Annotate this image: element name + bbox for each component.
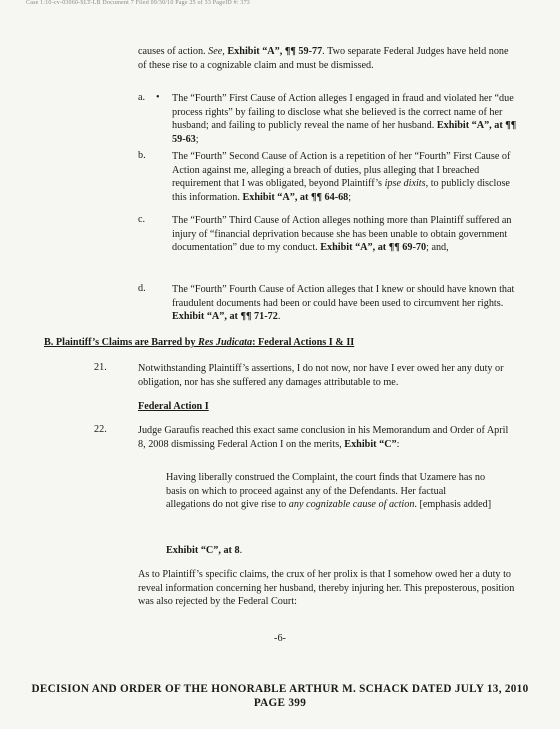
paragraph-22-number: 22. xyxy=(94,424,107,435)
item-b-text: The “Fourth” Second Cause of Action is a repetition of her “Fourth” First Cause of Action against me, alleging a breach of duties, plus alleging that I breached requirement that I was obligated, beyond Plaintiff’s ipse dixits, to publicly disclose this information. Exhibit “A”, at ¶¶ 64-68; xyxy=(172,151,511,203)
paragraph-22-text: Judge Garaufis reached this exact same conclusion in his Memorandum and Order of April 8, 2008 dismissing Federal Action I on the merits, Exhibit “C”: xyxy=(138,425,509,450)
bullet-icon: • xyxy=(156,92,160,103)
quote-citation: Exhibit “C”, at 8. xyxy=(166,545,243,556)
subheading-federal-action-i: Federal Action I xyxy=(138,401,209,412)
section-heading: B. Plaintiff’s Claims are Barred by Res Judicata: Federal Actions I & II xyxy=(44,337,355,348)
intro-paragraph: causes of action. See, Exhibit “A”, ¶¶ 59-77. Two separate Federal Judges have held none of these rise to a cognizable claim and must be dismissed. xyxy=(138,46,509,71)
item-a-text: The “Fourth” First Cause of Action alleges I engaged in fraud and violated her “due process rights” by failing to disclose what she believed is the correct name of her husband; and failing to publicly reveal the name of her husband. Exhibit “A”, at ¶¶ 59-63; xyxy=(172,93,517,145)
paragraph-21-number: 21. xyxy=(94,362,107,373)
paragraph-21-text: Notwithstanding Plaintiff’s assertions, I do not now, nor have I ever owed her any duty or obligation, nor has she suffered any damages attributable to me. xyxy=(138,363,504,388)
item-c-text: The “Fourth” Third Cause of Action alleges nothing more than Plaintiff suffered an injury of “financial deprivation because she has been unable to obtain government documentation” due to my conduct. Exhibit “A”, at ¶¶ 69-70; and, xyxy=(172,215,512,254)
footer-line-1: DECISION AND ORDER OF THE HONORABLE ARTHUR M. SCHACK DATED JULY 13, 2010 xyxy=(31,683,529,695)
item-a-label: a. xyxy=(138,92,146,103)
item-b-label: b. xyxy=(138,150,146,161)
footer-line-2: PAGE 399 xyxy=(253,697,307,709)
item-c-label: c. xyxy=(138,214,146,225)
fax-header-strip: Case 1:10-cv-03060-SLT-LB Document 7 Filed 09/30/10 Page 25 of 33 PageID #: 373 xyxy=(26,0,251,6)
page-number: -6- xyxy=(274,633,286,644)
closing-paragraph: As to Plaintiff’s specific claims, the crux of her prolix is that I somehow owed her a duty to reveal information concerning her husband, thereby injuring her. This preposterous, position was also rejected by the Federal Court: xyxy=(138,569,515,608)
item-d-label: d. xyxy=(138,283,146,294)
item-d-text: The “Fourth” Fourth Cause of Action alleges that I knew or should have known that fraudulent documents had been or could have been used to circumvent her rights. Exhibit “A”, at ¶¶ 71-72. xyxy=(172,284,515,323)
block-quote: Having liberally construed the Complaint, the court finds that Uzamere has no basis on which to proceed against any of the Defendants. Her factual allegations do not give rise to any cognizable cause of action. [emphasis added] xyxy=(166,472,492,511)
